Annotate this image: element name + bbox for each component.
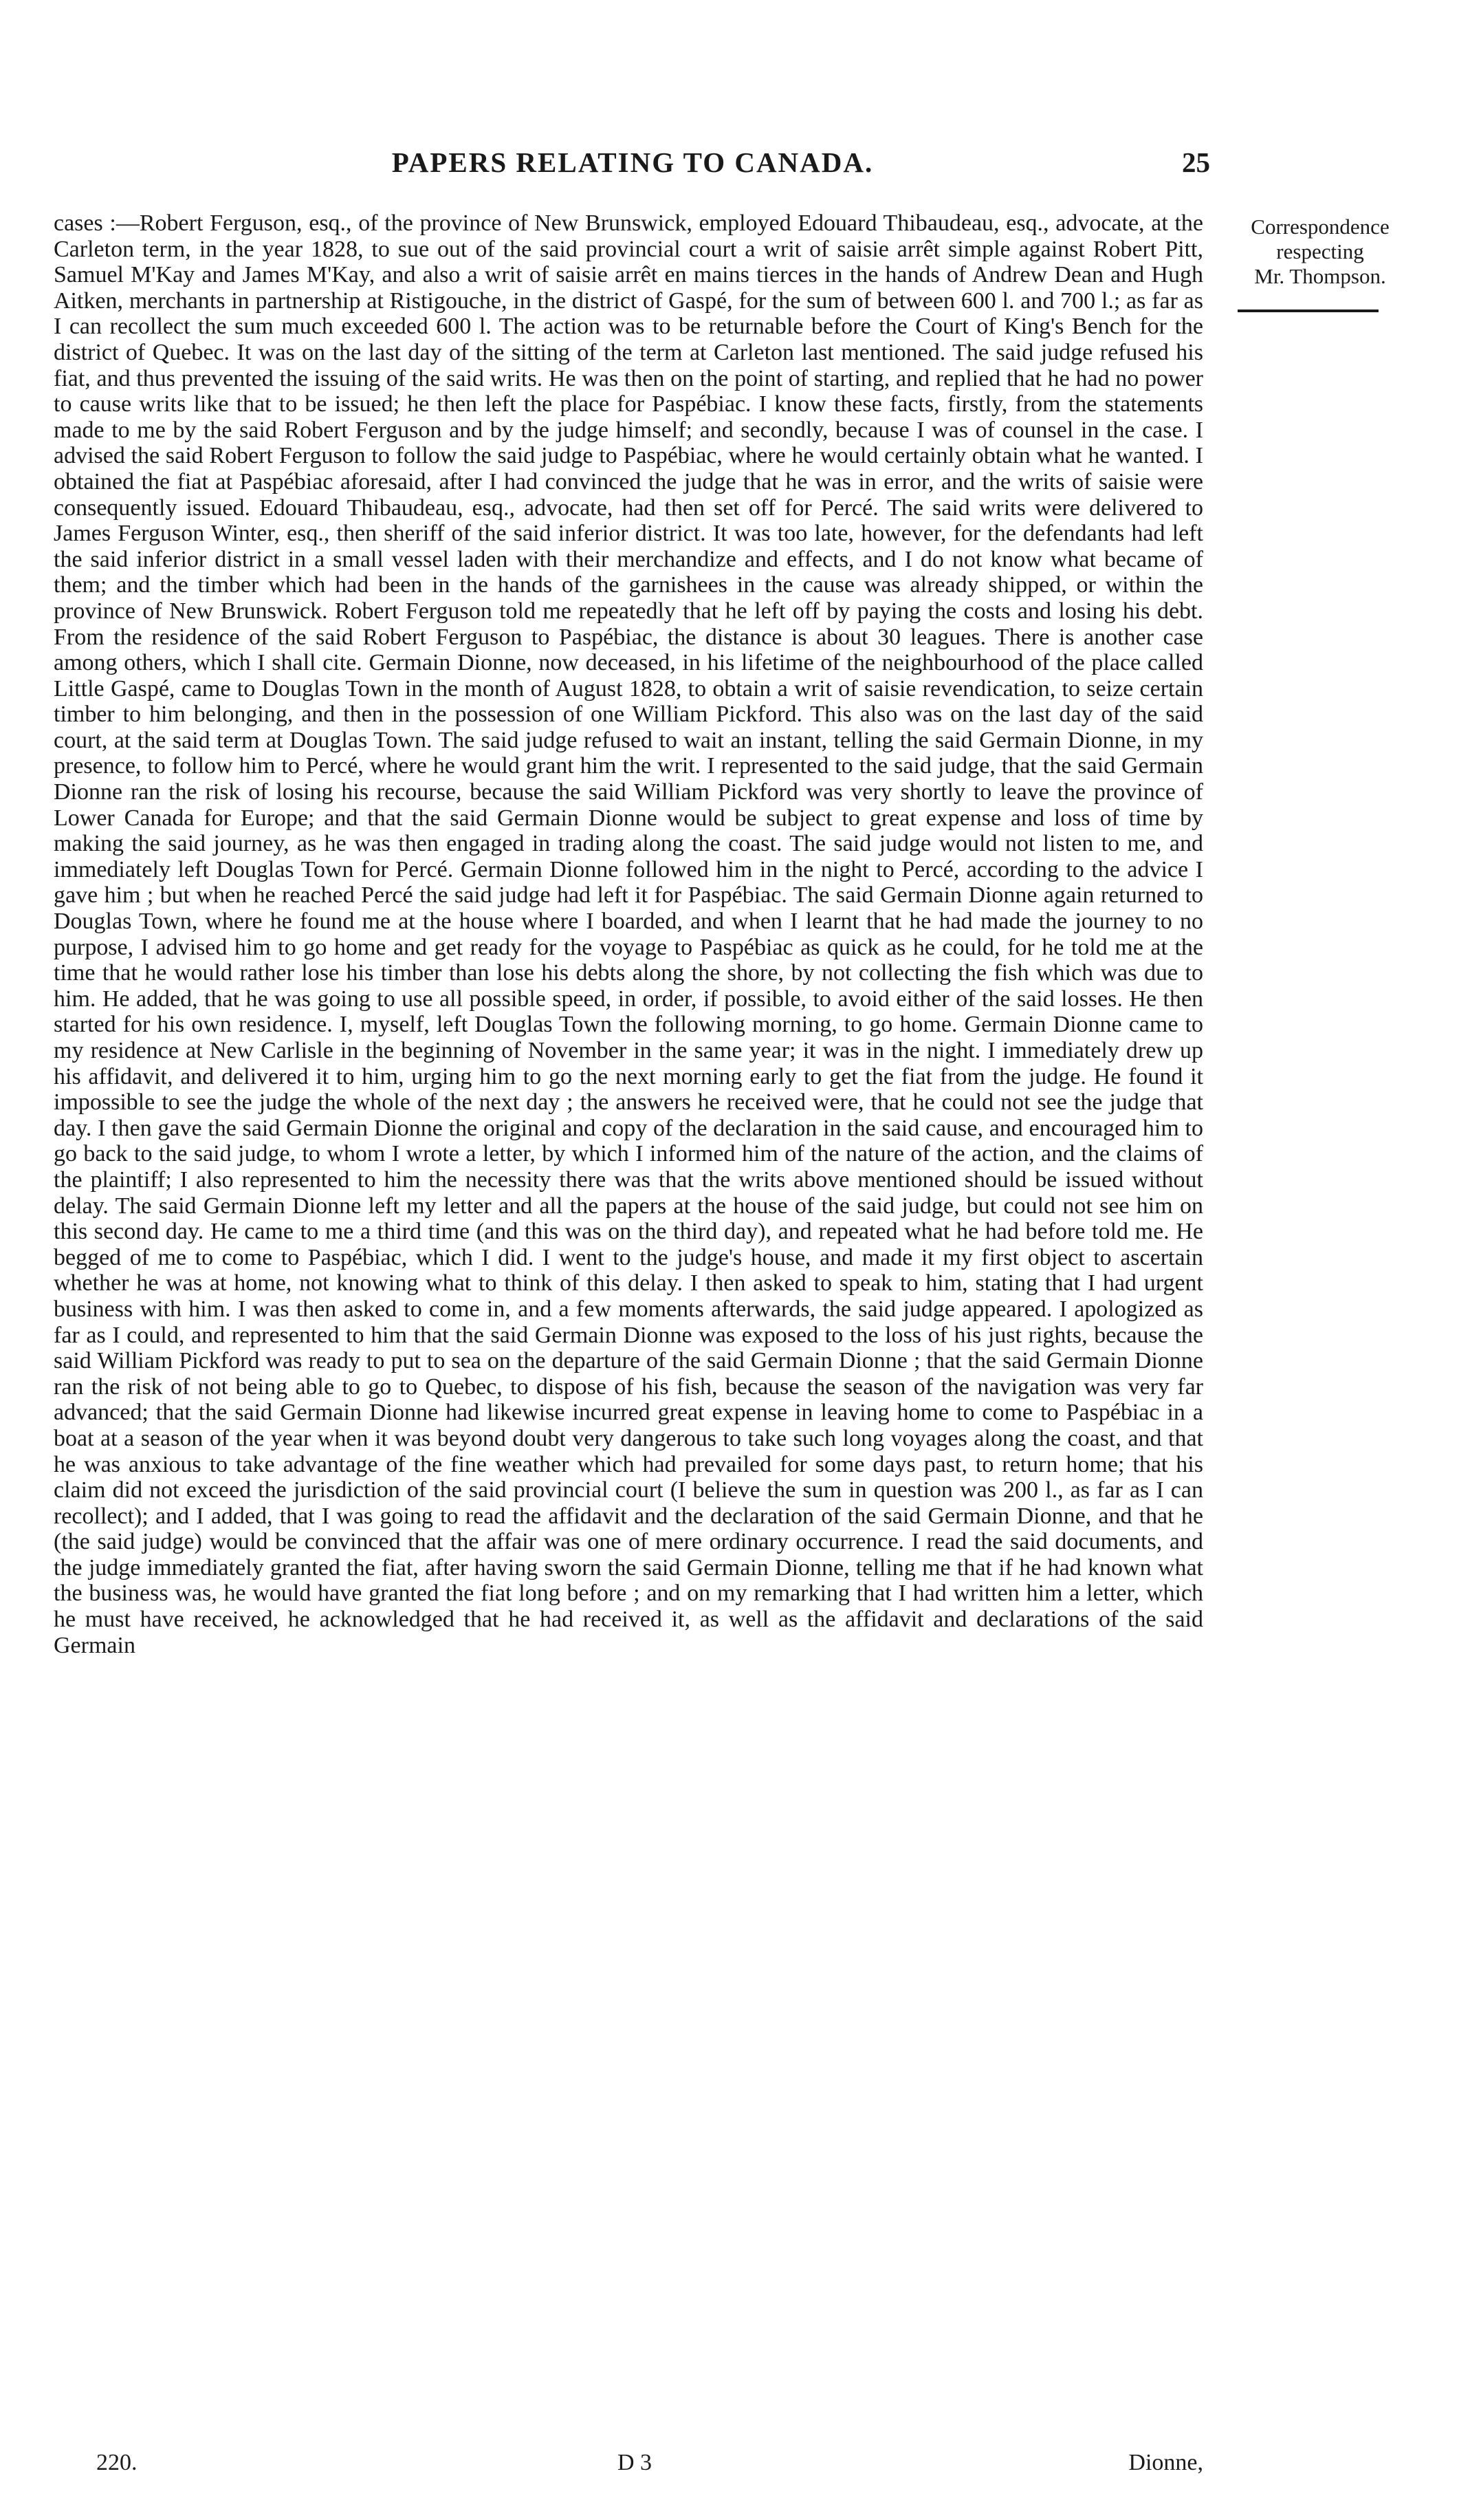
catchword: Dionne, [1128,2450,1203,2475]
marginal-note-line-1: Correspondence [1251,215,1390,239]
body-paragraph: cases :—Robert Ferguson, esq., of the province of New Brunswick, employed Edouard Thibaudeau, esq., advocate, at the Carleton term, in the year 1828, to sue out of the said provincial court a writ of saisie arrêt simple against Robert Pitt, Samuel M'Kay and James M'Kay, and also a writ of saisie arrêt en mains tierces in the hands of Andrew Dean and Hugh Aitken, merchants in partnership at Ristigouche, in the district of Gaspé, for the sum of between 600 l. and 700 l.; as far as I can recollect the sum much exceeded 600 l. The action was to be returnable before the Court of King's Bench for the district of Quebec. It was on the last day of the sitting of the term at Carleton last mentioned. The said judge refused his fiat, and thus prevented the issuing of the said writs. He was then on the point of starting, and replied that he had no power to cause writs like that to be issued; he then left the place for Paspébiac. I know these facts, firstly, from the statements made to me by the said Robert Ferguson and by the judge himself; and secondly, because I was of counsel in the case. I advised the said Robert Ferguson to follow the said judge to Paspébiac, where he would certainly obtain what he wanted. I obtained the fiat at Paspébiac aforesaid, after I had convinced the judge that he was in error, and the writs of saisie were consequently issued. Edouard Thibaudeau, esq., advocate, had then set off for Percé. The said writs were delivered to James Ferguson Winter, esq., then sheriff of the said inferior district. It was too late, however, for the defendants had left the said inferior district in a small vessel laden with their merchandize and effects, and I do not know what became of them; and the timber which had been in the hands of the garnishees in the cause was already shipped, or within the province of New Brunswick. Robert Ferguson told me repeatedly that he left off by paying the costs and losing his debt. From the residence of the said Robert Ferguson to Paspébiac, the distance is about 30 leagues. There is another case among others, which I shall cite. Germain Dionne, now deceased, in his lifetime of the neighbourhood of the place called Little Gaspé, came to Douglas Town in the month of August 1828, to obtain a writ of saisie revendication, to seize certain timber to him belonging, and then in the possession of one William Pickford. This also was on the last day of the said court, at the said term at Douglas Town. The said judge refused to wait an instant, telling the said Germain Dionne, in my presence, to follow him to Percé, where he would grant him the writ. I represented to the said judge, that the said Germain Dionne ran the risk of losing his recourse, because the said William Pickford was very shortly to leave the province of Lower Canada for Europe; and that the said Germain Dionne would be subject to great expense and loss of time by making the said journey, as he was then engaged in trading along the coast. The said judge would not listen to me, and immediately left Douglas Town for Percé. Germain Dionne followed him in the night to Percé, according to the advice I gave him ; but when he reached Percé the said judge had left it for Paspébiac. The said Germain Dionne again returned to Douglas Town, where he found me at the house where I boarded, and when I learnt that he had made the journey to no purpose, I advised him to go home and get ready for the voyage to Paspébiac as quick as he could, for he told me at the time that he would rather lose his timber than lose his debts along the shore, by not collecting the fish which was due to him. He added, that he was going to use all possible speed, in order, if possible, to avoid either of the said losses. He then started for his own residence. I, myself, left Douglas Town the following morning, to go home. Germain Dionne came to my residence at New Carlisle in the beginning of November in the same year; it was in the night. I immediately drew up his affidavit, and delivered it to him, urging him to go the next morning early to get the fiat from the judge. He found it impossible to see the judge the whole of the next day ; the answers he received were, that he could not see the judge that day. I then gave the said Germain Dionne the original and copy of the declaration in the said cause, and encouraged him to go back to the said judge, to whom I wrote a letter, by which I informed him of the nature of the action, and the claims of the plaintiff; I also represented to him the necessity there was that the writs above mentioned should be issued without delay. The said Germain Dionne left my letter and all the papers at the house of the said judge, but could not see him on this second day. He came to me a third time (and this was on the third day), and repeated what he had before told me. He begged of me to come to Paspébiac, which I did. I went to the judge's house, and made it my first object to ascertain whether he was at home, not knowing what to think of this delay. I then asked to speak to him, stating that I had urgent business with him. I was then asked to come in, and a few moments afterwards, the said judge appeared. I apologized as far as I could, and represented to him that the said Germain Dionne was exposed to the loss of his just rights, because the said William Pickford was ready to put to sea on the departure of the said Germain Dionne ; that the said Germain Dionne ran the risk of not being able to go to Quebec, to dispose of his fish, because the season of the navigation was very far advanced; that the said Germain Dionne had likewise incurred great expense in leaving home to come to Paspébiac in a boat at a season of the year when it was beyond doubt very dangerous to take such long voyages along the coast, and that he was anxious to take advantage of the fine weather which had prevailed for some days past, to return home; that his claim did not exceed the jurisdiction of the said provincial court (I believe the sum in question was 200 l., as far as I can recollect); and I added, that I was going to read the affidavit and the declaration of the said Germain Dionne, and that he (the said judge) would be convinced that the affair was one of mere ordinary occurrence. I read the said documents, and the judge immediately granted the fiat, after having sworn the said Germain Dionne, telling me that if he had known what the business was, he would have granted the fiat long before ; and on my remarking that I had written him a letter, which he must have received, he acknowledged that he had received it, as well as the affidavit and declarations of the said Germain [54,210,1203,1658]
running-header [55,146,1210,187]
footer-number: 220. [96,2450,138,2475]
signature-mark: D 3 [617,2450,652,2475]
marginal-note [1220,215,1420,289]
marginal-note-line-3: Mr. Thompson. [1254,264,1386,288]
running-title: PAPERS RELATING TO CANADA. [391,146,874,178]
marginal-note-rule [1238,309,1379,312]
page-number: 25 [1182,146,1210,178]
body-text [54,210,1203,2301]
page-footer [54,2450,1203,2484]
marginal-note-line-2: respecting [1276,239,1364,263]
